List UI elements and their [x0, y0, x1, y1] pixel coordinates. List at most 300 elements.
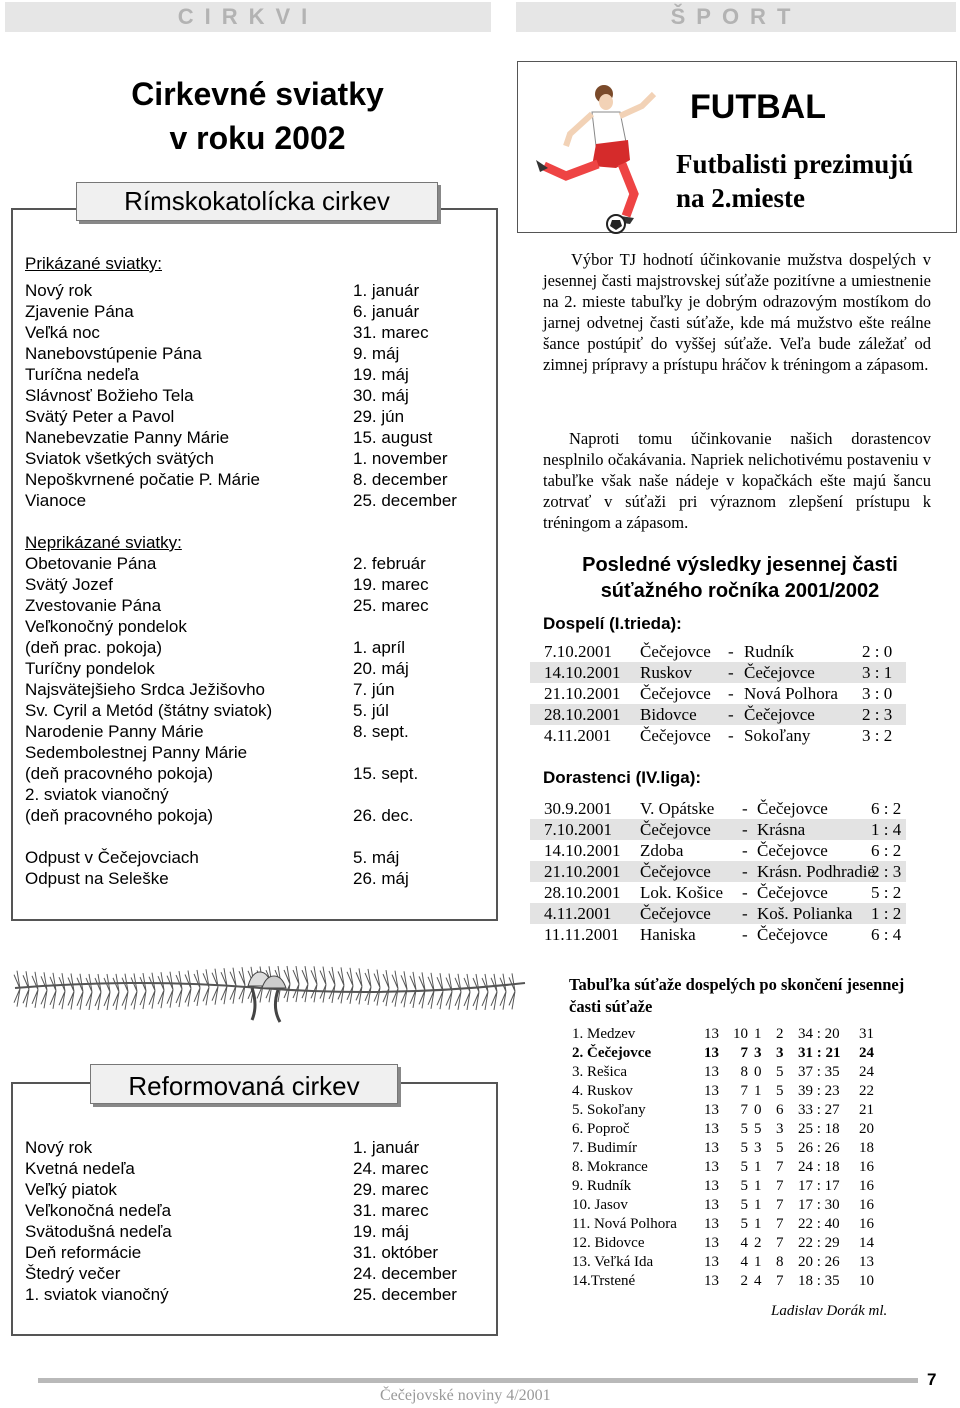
table-score: 18 : 35	[798, 1273, 840, 1289]
match-sep: -	[742, 799, 748, 818]
holiday-name: Svätodušná nedeľa	[25, 1222, 172, 1241]
holiday-date: 29. jún	[353, 407, 405, 426]
table-team: 6. Poproč	[572, 1121, 630, 1137]
match-score: 1 : 4	[871, 820, 902, 839]
holiday-name: Odpust na Seleške	[25, 869, 169, 888]
holiday-row	[25, 784, 495, 805]
holiday-row	[25, 553, 495, 574]
table-pts: 20	[859, 1121, 874, 1137]
holiday-date: 15. august	[353, 428, 433, 447]
catholic-box-title: Rímskokatolícka cirkev	[76, 182, 438, 221]
table-team: 10. Jasov	[572, 1197, 628, 1213]
footer-publication: Čečejovské noviny 4/2001	[380, 1387, 551, 1404]
table-score: 34 : 20	[798, 1026, 840, 1042]
table-pts: 24	[859, 1045, 874, 1061]
table-w: 10	[733, 1026, 748, 1042]
holiday-name: Svätý Jozef	[25, 575, 113, 594]
holiday-date: 30. máj	[353, 386, 409, 405]
table-w: 5	[740, 1140, 748, 1156]
holiday-date: 15. sept.	[353, 764, 419, 783]
holiday-name: Turíčna nedeľa	[25, 365, 139, 384]
holiday-name: Slávnosť Božieho Tela	[25, 386, 194, 405]
match-home: V. Opátske	[640, 799, 715, 818]
table-pts: 21	[859, 1102, 874, 1118]
holiday-name: Obetovanie Pána	[25, 554, 157, 573]
match-date: 4.11.2001	[544, 726, 612, 745]
match-home: Čečejovce	[640, 820, 711, 839]
match-date: 7.10.2001	[544, 642, 612, 661]
holiday-name: 2. sviatok vianočný	[25, 785, 169, 804]
table-pts: 10	[859, 1273, 874, 1289]
holiday-row	[25, 868, 495, 889]
table-l: 7	[776, 1159, 784, 1175]
holiday-name: Deň reformácie	[25, 1243, 142, 1262]
holiday-name: (deň pracovného pokoja)	[25, 806, 214, 825]
table-l: 3	[776, 1045, 784, 1061]
holiday-row	[25, 574, 495, 595]
table-pts: 31	[859, 1026, 874, 1042]
holiday-name: Nepoškvrnené počatie P. Márie	[25, 470, 260, 489]
holiday-date: 25. marec	[353, 596, 429, 615]
holiday-row	[25, 1179, 495, 1200]
table-w: 5	[740, 1178, 748, 1194]
holiday-date: 1. apríl	[353, 638, 405, 657]
holiday-row	[25, 1137, 495, 1158]
holiday-row	[25, 763, 495, 784]
football-title: FUTBAL	[690, 88, 826, 126]
holiday-row	[25, 343, 495, 364]
table-team: 2. Čečejovce	[572, 1045, 652, 1061]
table-row	[572, 1025, 912, 1044]
table-p: 13	[704, 1083, 719, 1099]
table-row	[572, 1063, 912, 1082]
holiday-date: 1. november	[353, 449, 448, 468]
holiday-row	[25, 595, 495, 616]
holiday-date: 19. máj	[353, 1222, 409, 1241]
table-row	[572, 1044, 912, 1063]
table-d: 1	[754, 1159, 762, 1175]
holiday-name: Veľký piatok	[25, 1180, 117, 1199]
match-home: Zdoba	[640, 841, 684, 860]
holiday-date: 2. február	[353, 554, 426, 573]
table-team: 8. Mokrance	[572, 1159, 648, 1175]
holiday-date: 19. máj	[353, 365, 409, 384]
results-title-2: súťažného ročníka 2001/2002	[600, 580, 880, 602]
table-team: 14.Trstené	[572, 1273, 636, 1289]
holiday-date: 9. máj	[353, 344, 400, 363]
holiday-name: 1. sviatok vianočný	[25, 1285, 169, 1304]
table-row	[572, 1215, 912, 1234]
table-p: 13	[704, 1121, 719, 1137]
holiday-name: Nový rok	[25, 1138, 93, 1157]
table-score: 37 : 35	[798, 1064, 840, 1080]
table-w: 5	[740, 1159, 748, 1175]
holiday-name: Sviatok všetkých svätých	[25, 449, 214, 468]
table-p: 13	[704, 1216, 719, 1232]
match-sep: -	[728, 663, 734, 682]
table-score: 33 : 27	[798, 1102, 840, 1118]
holiday-date: 31. marec	[353, 323, 429, 342]
match-sep: -	[742, 883, 748, 902]
holiday-date: 1. január	[353, 281, 420, 300]
match-away: Krásna	[757, 820, 806, 839]
match-date: 28.10.2001	[544, 883, 621, 902]
holiday-date: 25. december	[353, 1285, 457, 1304]
table-row	[572, 1120, 912, 1139]
holiday-name: Veľkonočná nedeľa	[25, 1201, 172, 1220]
table-d: 1	[754, 1026, 762, 1042]
table-w: 4	[740, 1235, 748, 1251]
holiday-date: 5. júl	[353, 701, 389, 720]
mandatory-heading: Prikázané sviatky:	[25, 254, 162, 273]
table-score: 39 : 23	[798, 1083, 840, 1099]
table-w: 5	[740, 1197, 748, 1213]
holiday-date: 6. január	[353, 302, 420, 321]
table-l: 6	[776, 1102, 784, 1118]
match-score: 2 : 0	[862, 642, 893, 661]
table-row	[572, 1272, 912, 1291]
table-team: 11. Nová Polhora	[572, 1216, 677, 1232]
table-w: 7	[740, 1083, 748, 1099]
table-score: 20 : 26	[798, 1254, 840, 1270]
table-score: 17 : 30	[798, 1197, 840, 1213]
holiday-date: 20. máj	[353, 659, 409, 678]
table-l: 3	[776, 1121, 784, 1137]
match-away: Sokoľany	[744, 726, 811, 745]
table-l: 5	[776, 1140, 784, 1156]
table-w: 4	[740, 1254, 748, 1270]
holiday-row	[25, 742, 495, 763]
holiday-name: Najsvätejšieho Srdca Ježišovho	[25, 680, 266, 699]
holiday-date: 5. máj	[353, 848, 400, 867]
match-away: Koš. Polianka	[757, 904, 853, 923]
holiday-date: 8. sept.	[353, 722, 409, 741]
match-row	[530, 641, 906, 662]
table-row	[572, 1158, 912, 1177]
holiday-row	[25, 406, 495, 427]
holiday-name: Veľká noc	[25, 323, 100, 342]
table-d: 1	[754, 1083, 762, 1099]
holiday-row	[25, 448, 495, 469]
table-l: 5	[776, 1083, 784, 1099]
table-team: 12. Bidovce	[572, 1235, 645, 1251]
juniors-heading: Dorastenci (IV.liga):	[543, 768, 702, 787]
football-player-icon	[526, 76, 676, 234]
table-d: 0	[754, 1064, 762, 1080]
holiday-name: Nanebevzatie Panny Márie	[25, 428, 230, 447]
match-away: Rudník	[744, 642, 795, 661]
table-team: 3. Rešica	[572, 1064, 627, 1080]
match-row	[530, 662, 906, 683]
table-team: 5. Sokoľany	[572, 1102, 646, 1118]
match-date: 11.11.2001	[544, 925, 620, 944]
match-away: Čečejovce	[757, 841, 828, 860]
match-row	[530, 840, 906, 861]
holiday-date: 8. december	[353, 470, 448, 489]
match-home: Haniska	[640, 925, 696, 944]
article-paragraph-2: Naproti tomu účinkovanie našich dorastencov nesplnilo očakávania. Napriek nelichotivému postaveniu v tabuľke však naše nádeje v kopačkách ešte majú šancu zotrvať v súťaži pri výraznom zlepšení prístupu k tréningom a zápasom.	[543, 429, 931, 532]
table-d: 1	[754, 1216, 762, 1232]
church-title-line2: v roku 2002	[169, 120, 346, 156]
table-l: 2	[776, 1026, 784, 1042]
table-team: 1. Medzev	[572, 1026, 636, 1042]
holiday-date: 19. marec	[353, 575, 429, 594]
reformed-list	[25, 1137, 495, 1317]
holiday-row	[25, 490, 495, 511]
holiday-date: 31. marec	[353, 1201, 429, 1220]
match-home: Čečejovce	[640, 726, 711, 745]
table-title-2: časti súťaže	[569, 997, 653, 1016]
table-l: 7	[776, 1216, 784, 1232]
match-sep: -	[728, 705, 734, 724]
holiday-row	[25, 1284, 495, 1305]
match-home: Čečejovce	[640, 862, 711, 881]
table-w: 5	[740, 1216, 748, 1232]
holiday-name: Veľkonočný pondelok	[25, 617, 187, 636]
holiday-row	[25, 658, 495, 679]
holiday-row	[25, 805, 495, 826]
holiday-name: Vianoce	[25, 491, 87, 510]
author: Ladislav Dorák ml.	[771, 1303, 888, 1319]
holiday-name: Kvetná nedeľa	[25, 1159, 135, 1178]
holiday-name: Zvestovanie Pána	[25, 596, 162, 615]
table-w: 8	[740, 1064, 748, 1080]
table-score: 25 : 18	[798, 1121, 840, 1137]
table-row	[572, 1234, 912, 1253]
holiday-row	[25, 1200, 495, 1221]
match-home: Čečejovce	[640, 684, 711, 703]
holiday-row	[25, 679, 495, 700]
holiday-date: 24. marec	[353, 1159, 429, 1178]
match-away: Čečejovce	[744, 705, 815, 724]
table-p: 13	[704, 1102, 719, 1118]
match-score: 3 : 2	[862, 726, 893, 745]
optional-heading: Neprikázané sviatky:	[25, 533, 182, 552]
holiday-date: 31. október	[353, 1243, 439, 1262]
table-team: 13. Veľká Ida	[572, 1254, 654, 1270]
results-title-1: Posledné výsledky jesennej časti	[582, 554, 898, 576]
table-p: 13	[704, 1026, 719, 1042]
holiday-row	[25, 1221, 495, 1242]
holiday-row	[25, 1263, 495, 1284]
holiday-name: Zjavenie Pána	[25, 302, 134, 321]
table-w: 7	[740, 1045, 748, 1061]
holiday-row	[25, 427, 495, 448]
table-p: 13	[704, 1159, 719, 1175]
table-row	[572, 1177, 912, 1196]
table-p: 13	[704, 1178, 719, 1194]
holiday-name: Odpust v Čečejovciach	[25, 848, 199, 867]
table-l: 7	[776, 1197, 784, 1213]
holiday-name: Sedembolestnej Panny Márie	[25, 743, 248, 762]
table-w: 7	[740, 1102, 748, 1118]
table-score: 22 : 40	[798, 1216, 840, 1232]
table-pts: 22	[859, 1083, 874, 1099]
holiday-row	[25, 700, 495, 721]
match-row	[530, 683, 906, 704]
reformed-box-title: Reformovaná cirkev	[90, 1064, 398, 1104]
holiday-name: Narodenie Panny Márie	[25, 722, 204, 741]
holiday-row	[25, 301, 495, 322]
match-home: Čečejovce	[640, 904, 711, 923]
table-d: 4	[754, 1273, 762, 1289]
match-away: Čečejovce	[744, 663, 815, 682]
holiday-name: Sv. Cyril a Metód (štátny sviatok)	[25, 701, 273, 720]
match-row	[530, 798, 906, 819]
match-row	[530, 725, 906, 746]
table-score: 17 : 17	[798, 1178, 840, 1194]
table-pts: 16	[859, 1159, 874, 1175]
match-score: 3 : 0	[862, 684, 893, 703]
table-pts: 16	[859, 1216, 874, 1232]
table-score: 26 : 26	[798, 1140, 840, 1156]
table-row	[572, 1139, 912, 1158]
holiday-name: Nanebovstúpenie Pána	[25, 344, 202, 363]
catholic-holidays	[25, 253, 495, 903]
table-team: 9. Rudník	[572, 1178, 632, 1194]
match-home: Čečejovce	[640, 642, 711, 661]
holiday-date: 29. marec	[353, 1180, 429, 1199]
match-away: Čečejovce	[757, 925, 828, 944]
holiday-date: 24. december	[353, 1264, 457, 1283]
table-score: 31 : 21	[798, 1045, 841, 1061]
table-row	[572, 1196, 912, 1215]
table-d: 1	[754, 1197, 762, 1213]
table-w: 2	[740, 1273, 748, 1289]
football-subtitle-1: Futbalisti prezimujú	[676, 149, 914, 179]
holiday-row	[25, 616, 495, 637]
church-title-line1: Cirkevné sviatky	[131, 76, 384, 112]
table-d: 3	[754, 1140, 762, 1156]
holiday-row	[25, 364, 495, 385]
match-score: 2 : 3	[871, 862, 902, 881]
holiday-date: 1. január	[353, 1138, 420, 1157]
table-row	[572, 1253, 912, 1272]
table-p: 13	[704, 1235, 719, 1251]
match-date: 4.11.2001	[544, 904, 612, 923]
table-team: 7. Budimír	[572, 1140, 638, 1156]
table-l: 7	[776, 1273, 784, 1289]
match-row	[530, 861, 906, 882]
match-score: 5 : 2	[871, 883, 902, 902]
match-away: Čečejovce	[757, 799, 828, 818]
holiday-row	[25, 322, 495, 343]
section-header-right: ŠPORT	[516, 2, 956, 32]
table-pts: 24	[859, 1064, 874, 1080]
match-row	[530, 882, 906, 903]
table-p: 13	[704, 1064, 719, 1080]
table-l: 7	[776, 1178, 784, 1194]
table-p: 13	[704, 1045, 719, 1061]
match-away: Krásn. Podhradie	[757, 862, 876, 881]
table-pts: 14	[859, 1235, 874, 1251]
match-score: 6 : 4	[871, 925, 902, 944]
match-score: 2 : 3	[862, 705, 893, 724]
match-score: 3 : 1	[862, 663, 893, 682]
match-date: 30.9.2001	[544, 799, 612, 818]
match-date: 28.10.2001	[544, 705, 621, 724]
match-away: Čečejovce	[757, 883, 828, 902]
match-sep: -	[742, 904, 748, 923]
holiday-name: (deň pracovného pokoja)	[25, 764, 214, 783]
table-d: 1	[754, 1254, 762, 1270]
match-sep: -	[742, 925, 748, 944]
table-d: 1	[754, 1178, 762, 1194]
match-home: Lok. Košice	[640, 883, 724, 902]
table-title-1: Tabuľka súťaže dospelých po skončení jesennej	[569, 975, 905, 994]
table-w: 5	[740, 1121, 748, 1137]
match-sep: -	[728, 684, 734, 703]
match-date: 21.10.2001	[544, 862, 621, 881]
footer-rule	[38, 1378, 918, 1383]
match-score: 6 : 2	[871, 799, 902, 818]
holiday-date: 25. december	[353, 491, 457, 510]
table-d: 5	[754, 1121, 762, 1137]
match-sep: -	[742, 862, 748, 881]
match-home: Ruskov	[640, 663, 692, 682]
holiday-row	[25, 1158, 495, 1179]
table-row	[572, 1101, 912, 1120]
table-row	[572, 1082, 912, 1101]
table-l: 5	[776, 1064, 784, 1080]
holiday-name: Turíčny pondelok	[25, 659, 155, 678]
table-d: 0	[754, 1102, 762, 1118]
table-p: 13	[704, 1254, 719, 1270]
holiday-name: Nový rok	[25, 281, 93, 300]
table-p: 13	[704, 1197, 719, 1213]
match-row	[530, 704, 906, 725]
table-d: 2	[754, 1235, 762, 1251]
holiday-row	[25, 721, 495, 742]
match-sep: -	[728, 726, 734, 745]
table-d: 3	[754, 1045, 762, 1061]
match-row	[530, 903, 906, 924]
adults-heading: Dospelí (I.trieda):	[543, 614, 682, 633]
match-sep: -	[742, 820, 748, 839]
article-paragraph-1: Výbor TJ hodnotí účinkovanie mužstva dospelých v jesennej časti majstrovskej súťaže pozitívne a umiestnenie na 2. mieste tabuľky je dobrým odrazovým mostíkom do jarnej odvetnej časti súťaže, kde má mužstvo ešte reálne šance postúpiť do vyššej súťaže. Veľa bude záležať od zimnej prípravy a prístupu hráčov k tréningom a zápasom.	[543, 250, 931, 374]
table-l: 8	[776, 1254, 784, 1270]
table-pts: 18	[859, 1140, 874, 1156]
match-date: 7.10.2001	[544, 820, 612, 839]
match-sep: -	[742, 841, 748, 860]
match-score: 1 : 2	[871, 904, 902, 923]
holiday-row	[25, 847, 495, 868]
match-date: 21.10.2001	[544, 684, 621, 703]
holiday-name: (deň prac. pokoja)	[25, 638, 163, 657]
table-l: 7	[776, 1235, 784, 1251]
table-score: 22 : 29	[798, 1235, 840, 1251]
match-sep: -	[728, 642, 734, 661]
match-date: 14.10.2001	[544, 841, 621, 860]
holiday-row	[25, 385, 495, 406]
table-score: 24 : 18	[798, 1159, 840, 1175]
holiday-row	[25, 280, 495, 301]
table-team: 4. Ruskov	[572, 1083, 633, 1099]
holiday-date: 26. dec.	[353, 806, 414, 825]
match-row	[530, 924, 906, 945]
holiday-row	[25, 1242, 495, 1263]
holiday-date: 7. jún	[353, 680, 395, 699]
table-p: 13	[704, 1273, 719, 1289]
match-away: Nová Polhora	[744, 684, 838, 703]
table-pts: 16	[859, 1178, 874, 1194]
pine-branch-decoration	[10, 958, 530, 1028]
table-p: 13	[704, 1140, 719, 1156]
holiday-row	[25, 469, 495, 490]
holiday-name: Svätý Peter a Pavol	[25, 407, 175, 426]
football-subtitle-2: na 2.mieste	[676, 183, 805, 213]
holiday-row	[25, 637, 495, 658]
